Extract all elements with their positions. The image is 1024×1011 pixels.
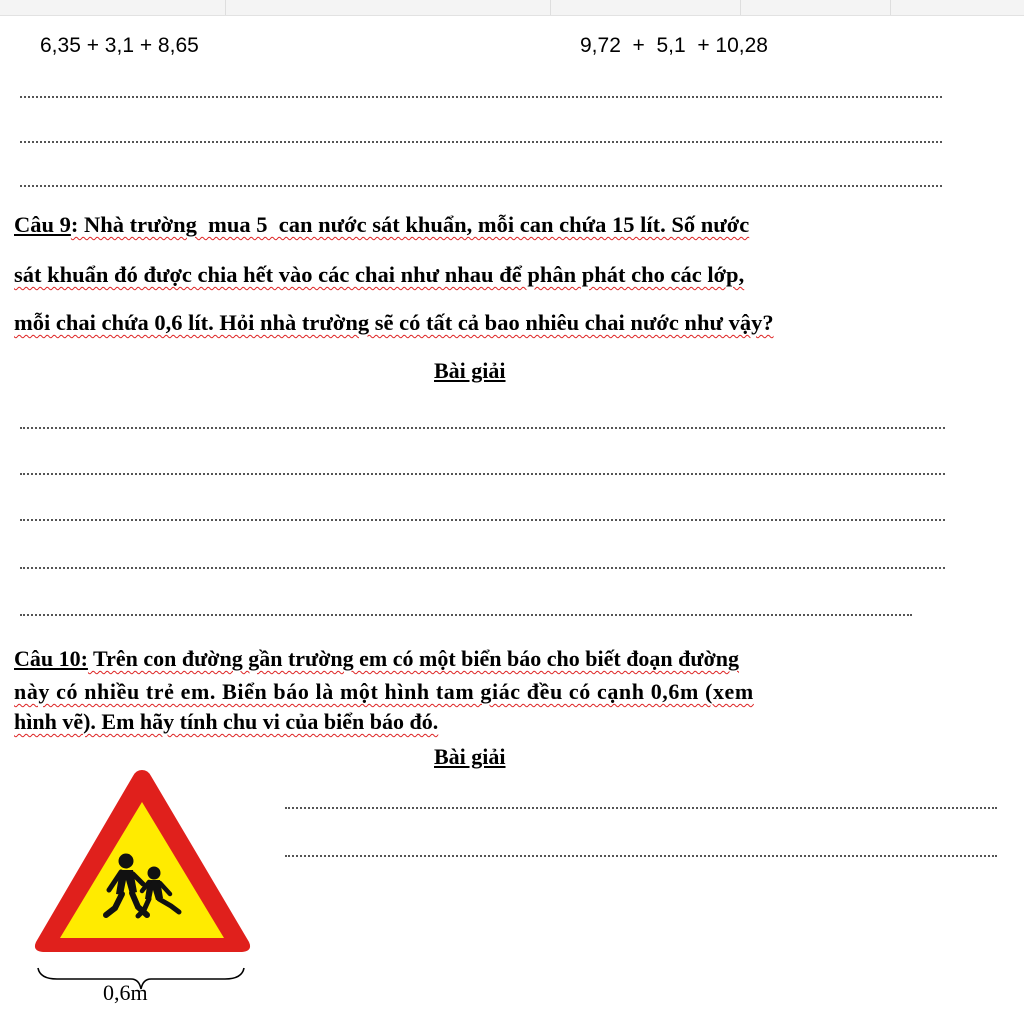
question-9-text: sát khuẩn đó được chia hết vào các chai như nhau để phân phát cho các lớp, <box>14 262 745 287</box>
answer-line <box>20 567 945 569</box>
answer-line <box>285 855 997 857</box>
answer-line <box>20 96 942 98</box>
question-9-text: mỗi chai chứa 0,6 lít. Hỏi nhà trường sẽ có tất cả bao nhiêu chai nước như vậy? <box>14 310 774 335</box>
answer-line <box>20 185 942 187</box>
toolbar-divider <box>550 0 551 15</box>
question-9-line-1 <box>14 212 749 238</box>
answer-line <box>20 519 945 521</box>
question-9-solution-heading: Bài giải <box>434 358 506 383</box>
question-10-text: Trên con đường gần trường em có một biển báo cho biết đoạn đường <box>87 646 740 671</box>
answer-line <box>20 427 945 429</box>
answer-line <box>20 614 912 616</box>
question-9-text: : Nhà trường mua 5 can nước sát khuẩn, mỗi can chứa 15 lít. Số nước <box>70 212 750 237</box>
right-expression: 9,72 + 5,1 + 10,28 <box>580 34 768 57</box>
question-10-text: này có nhiều trẻ em. Biển báo là một hình tam giác đều có cạnh 0,6m (xem <box>14 679 754 704</box>
question-10-line-3 <box>14 709 438 735</box>
answer-line <box>20 141 942 143</box>
toolbar-divider <box>890 0 891 15</box>
children-crossing-sign-icon <box>30 764 255 964</box>
question-10-line-2 <box>14 679 754 705</box>
question-10-line-1 <box>14 646 739 672</box>
toolbar-divider <box>740 0 741 15</box>
question-9-line-2 <box>14 262 744 288</box>
top-toolbar-strip <box>0 0 1024 16</box>
answer-line <box>20 473 945 475</box>
question-9-label: Câu 9 <box>14 212 71 237</box>
question-10-label: Câu 10: <box>14 646 88 671</box>
left-expression: 6,35 + 3,1 + 8,65 <box>40 34 199 57</box>
toolbar-divider <box>225 0 226 15</box>
side-length-label: 0,6m <box>103 980 148 1005</box>
question-10-solution-heading: Bài giải <box>434 744 506 769</box>
question-9-line-3 <box>14 310 774 336</box>
question-10-text: hình vẽ). Em hãy tính chu vi của biển báo đó. <box>14 709 439 734</box>
answer-line <box>285 807 997 809</box>
